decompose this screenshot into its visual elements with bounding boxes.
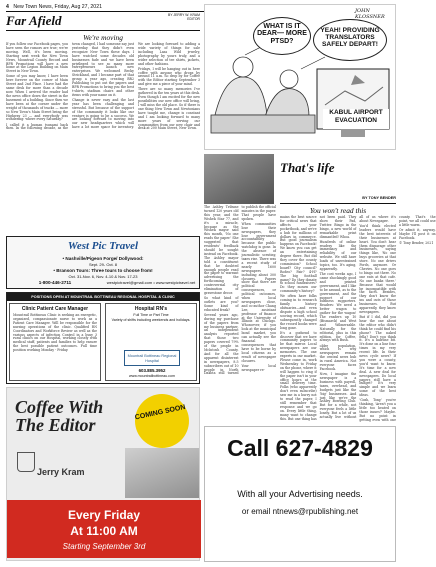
article-paragraph: Several years ago, during my purchase of the papers from my business partner, an independent analysis reported that those two papers covered 79% of the people in McIntosh County. And for all the apparent disinterest in newspapers, 8.5 subscribers out of 10 people in North Dakota still turned to publish the official minutes in the paper. That people have spoken. xyxy=(204,205,276,376)
thats-life-headline: You won't read this xyxy=(309,206,367,215)
thats-life-body-right xyxy=(280,215,436,423)
hospital-phone: 603.885.3952 xyxy=(138,368,166,373)
article-paragraph: Your local newspaper re- xyxy=(241,363,276,372)
ad-line: Sept. 29- Oct. 8 xyxy=(88,262,117,267)
article-paragraph: You'd think elected leaders would have the best interests of their businesses at heart. You don't hear them disparage other businesses, saying things like, 'No one buys groceries at that store. No one drives Fords, anymore. Or Chevies. No one goes to bingo out there. No one eats at that cafe. No one banks there.' Because that would be incompatible with the facts. Besides, they don't know the ins and outs of those businesses. But apparently, they know newspapers. xyxy=(359,224,396,314)
thats-life-body-left xyxy=(204,206,276,423)
page-number: 4 xyxy=(6,4,9,10)
article-paragraph: Change is never easy and the last year has been challenging and stressful. But because of the support of the community it looks like our venture is going to be a success. We are looking forward to moving into our new headquarters which will have a lot more space for inventory. We are looking forward to adding a wide variety of things for sale including Lasa Wild jewelry, photography by yours truly, and a wider selection of tee shirts, jackets, and other fashions. xyxy=(72,42,200,130)
job-title: Clinic Patient Care Manager xyxy=(21,306,89,312)
article-paragraph: Hundreds of online readers like the immediacy and reliability of our website. We still have loads of unrestrained topics, too. It's aging, apparently. xyxy=(319,239,357,271)
editorial-cartoon xyxy=(204,4,396,150)
advertising-phone: Call 627-4829 xyxy=(227,435,373,461)
article-paragraph: I called it a human tsunami back then. In the following decade, as the town changed, I had someone say just yesterday that they didn't even recognize New Town these days. I have watched some decades old businesses fade and we have been privileged to see so many more entrepreneurs launch new enterprises. We welcomed Becky Strickland, and I became part of that group a year ago, creating BR2 Publishing to put out the papers and BPR Promotions to bring you the best t-shirts, stadium chairs and other items with your name on it. xyxy=(6,42,134,131)
coffee-ad-title: Coffee With The Editor xyxy=(15,397,104,435)
article-paragraph: Now, I imagine the newspaper is a business with payroll, taxes, overhead, and budgets just like the 'big' businesses. And just like we're the Ashley Bowling Club. But for a while, not everyone feels a little lonely. But a lot of us actually live without all of us where it's about Newspaper. xyxy=(319,215,396,420)
job-listing-hospital-rn xyxy=(105,303,197,381)
coming-soon-burst: COMING SOON xyxy=(130,389,194,453)
paper-dateline: New Town News, Friday, Aug 27, 2021 xyxy=(13,4,102,10)
ad-website: westpictravel@gmail.com • www.westpictravel.net xyxy=(106,280,196,285)
byline-name: BY JERRY W. KRAM xyxy=(167,13,200,17)
article-paragraph: older population, which is why newspapers remain the central news hub in rural America. Not everyone faces Facebook. xyxy=(319,343,357,371)
article-paragraph: The Ashley Tribune turned 120 years old this year, and the Wishek Star 77, and it's a miracle, because as the Wishek mayor said this month, 'No one reads the paper.' She suggested that residents' feedback should be sought instead on Facebook. The Ashley mayor told a constituent that he doubted enough people read the paper to warrant advertising the forthcoming controversial city elimination of gravestone decor. xyxy=(204,205,239,295)
byline-role: EDITOR xyxy=(187,17,200,22)
article-paragraph: mains the best source for critical news that affects your pocketbook, and we're a hub for millions of dollars in commerce. But good journalism happens on Facebook! We know you can get an entertaining degree there. But did they cover the county commission? School board? City council? Rodeo? Fair? 4-H? The big football game? Do they donate to school fundraisers? Do they mourn our community's history? xyxy=(280,215,317,294)
far-afield-body xyxy=(6,43,200,233)
article-paragraph: It's a godsend to discover that we have community papers to be that mirror. Local newspapers are our memories. The one experts in our market. Please come in, work Wednesday to Friday on the phone, where it will happen to ring if the paper isn't in your office hours at the small delivery time. Folks (who apparently don't even subscribe) saw me in a hurry not to read the paper, I still remember that response and we go on. Every little thing, many want to change this. But one thing has not been paid. They show their Pad, Twitter. Bingo in the bingo, a new world of remarkable print dismantled! Whoa. xyxy=(280,215,357,421)
far-afield-rule xyxy=(6,30,200,31)
advertising-email: or email ntnews@rpublishing.net xyxy=(241,507,359,516)
cartoonist-signature: JOHN KLOSSNER xyxy=(355,8,385,20)
schedule-line: Every Friday xyxy=(67,508,141,522)
article-paragraph: There are so many memories I've gathered in the ten years at this desk. Even though I am excited for the new possibilities our new office will bring, I will miss the old place. So if there is one thing New Town and Newtonians have taught me, change is constant and I am looking forward to many more years of serving our communities from our new chair and desk at 200 Main Street, New Town. xyxy=(138,87,200,131)
ad-line: Oct. 31-Nov. 6, Nov. 4-10 & Nov. 17-23 xyxy=(68,274,138,279)
columnist-photo xyxy=(204,154,274,204)
coffee-ad-schedule-band xyxy=(7,500,201,558)
job-subtitle: Full Time or Part Time xyxy=(133,313,169,317)
article-paragraph: Some of you may know, I have been here forever on the corner of Main Street and 2nd Place. I have had the same desk for more than a decade now. When I arrived the reader had the news office down the street in the basement of a building. Since then we have been at the corner under the weight of thousands of tracks — more so New Town's Main Street being the Highway 23 — and everybody was wondering: where every Saturday? xyxy=(6,74,68,122)
job-description: Variety of shifts including weekends and holidays. xyxy=(111,318,191,322)
coffee-ad-editor-name: Jerry Kram xyxy=(37,467,85,477)
tv-screen-caption: KABUL AIRPORT EVACUATION xyxy=(323,109,389,129)
ad-phone: 1-800-446-2711 xyxy=(38,280,72,285)
job-description: Mountrail Bottineau Clinic is seeking an energetic, organized, compassionate nurse to work as a Patient Care Manager. Will be responsible for the nursing operations of the clinic. Qualified RN Coordinators and Workforce Review as well as the various aspects of infection Control in a busy 3 rural clinics on our Hospital, working closely with medical staff, patients and families to help ensure the best possible patient outcomes. Full time position working Monday - Friday. xyxy=(13,313,97,353)
far-afield-byline xyxy=(138,13,200,21)
west-pic-travel-logo: West Pic Travel xyxy=(67,240,139,252)
hospital-website: www.mountrailbottineau.com xyxy=(129,374,175,378)
far-afield-title: Far Afield xyxy=(6,13,62,28)
copyright-line: © Tony Bender, 2021 xyxy=(398,240,434,245)
article-paragraph: 'Gosh, Tony,' you're thinking, 'Aren't you a little too heated on those issues?' Maybe. But no point in getting even with one county. That's the point, we all could use a little warm. xyxy=(359,215,436,422)
thats-life-rule xyxy=(280,203,396,204)
editor-photo xyxy=(125,448,199,498)
speech-bubble-left: WHAT IS IT DEAR— MORE PTSD? xyxy=(253,17,311,55)
schedule-line: At 11:00 AM xyxy=(70,524,138,538)
coffee-with-editor-ad xyxy=(6,387,200,561)
schedule-line: Starting September 3rd xyxy=(62,542,146,551)
coffee-mug-icon xyxy=(17,452,35,472)
thats-life-byline: BY TONY BENDER xyxy=(362,196,396,200)
hospital-jobs-ad xyxy=(6,292,200,384)
article-paragraph: Fridays, I will be hanging out in here coffee with anyone who drops by around 11 a.m. So drop by for Coffee with the Editor starting September 3 and give me a piece of your mind. xyxy=(138,66,200,87)
job-title: Hospital RN's xyxy=(134,306,168,312)
article-paragraph: Or admit it, anyway. Maybe I'll post it on Facebook. xyxy=(398,227,436,240)
job-listing-clinic-manager xyxy=(9,303,101,381)
speech-bubble-right: YEAH! PROVIDING TRANSLATORS SAFELY DEPART! xyxy=(313,19,387,61)
jobs-ad-header: POSITIONS OPEN AT MOUNTRAIL BOTTINEAU REGIONAL HOSPITAL & CLINIC xyxy=(7,293,199,301)
ad-line: • Nashville/Pigeon Forge/ Dollywood: xyxy=(62,256,144,261)
article-paragraph: But if I did, did you hear the one about the editor who didn't think he could find his phone? The naked fella? Don't you think it. It's a hairline bit. It's done on a line four times in my very recent life. In their news cycle news? If you were a county, you'd want to know. It's time for a new deal. A new deal for newspapers. Do local papers still have a budget? It's very simple and we learn some of the best ideas. xyxy=(359,315,396,398)
thats-life-title: That's life xyxy=(280,160,335,175)
advertising-tagline: With all your Advertising needs. xyxy=(237,489,363,499)
article-paragraph: The cost weeks ago, I came shockingly good and printed government, and I like to be around, as to the government, and the support of our business supporters. Readers: We need a better wagon to gather for the wagon! The readers up 10 (Bismarck) and West and Wilmerzahle. Naturally for the editorial, plus in this edition, for Coffee, always with Bush. xyxy=(319,272,357,343)
article-paragraph: When communities lose their newspapers, they lose government accountability because the public watchdog is gone. In the absence of journalistic scrutiny, taxes rise. There was a recent study of nearly 1600 newspapers including about 300 closures. Papers show that there are political consequences, or political outcomes, when local newspapers close, and co-author Chang Lee, assistant professor of finance at the University of Illinois at Chicago. Whosoever, if you look at the municipal bond market, you can actually see the financial consequences that have to be borne by local citizens as a result of newspaper closures. xyxy=(241,221,276,363)
hospital-logo: Mountrail Bottineau Regional Hospital xyxy=(124,350,180,366)
call-advertising-ad xyxy=(204,426,396,562)
article-paragraph: So what kind of outlets are you? Some kind of educated freak? xyxy=(204,296,239,312)
article-paragraph: If you follow our Facebook pages, you have seen the rumors are true; we're moving. Well, it's been moving. Starting next week the New Town News, Mountrail County Record and BPR Promotions will have a new home at the Legion Building on Main Street in New Town. xyxy=(6,42,68,74)
article-paragraph: We often have folks coming in to research family history obituaries—and even dispute a high school scoring record, which subsequently changed the record books were long gone. xyxy=(280,294,317,330)
west-pic-travel-ad xyxy=(6,236,200,289)
ad-line: • Branson Tours: Three tours to choose from! xyxy=(53,268,153,273)
page-folio xyxy=(6,4,196,11)
far-afield-headline: We're moving xyxy=(83,33,123,42)
